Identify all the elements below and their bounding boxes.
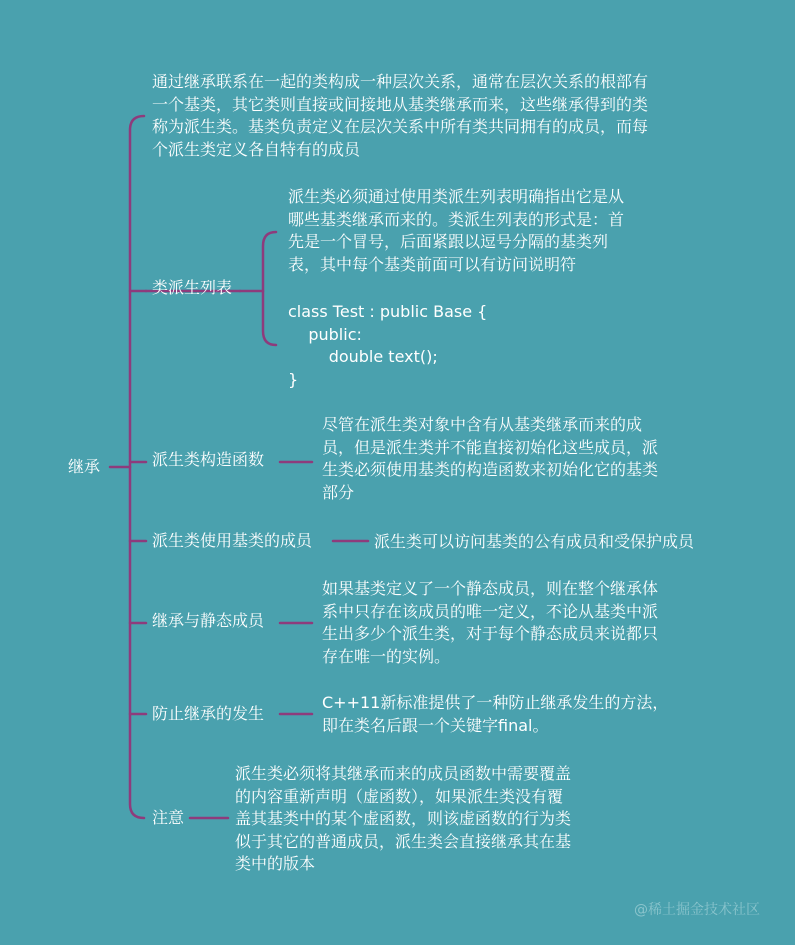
branch-6-note: 派生类必须将其继承而来的成员函数中需要覆盖 的内容重新声明（虚函数），如果派生类没有覆 盖其基类中的某个虚函数，则该虚函数的行为类 似于其它的普通成员，派生类会直接继承其在基 类中的版本 (235, 764, 572, 873)
branch-5-note: C++11新标准提供了一种防止继承发生的方法， 即在类名后跟一个关键字final。 (322, 693, 669, 735)
branch-1-label: 类派生列表 (152, 278, 233, 297)
watermark: @稀土掘金技术社区 (634, 902, 760, 918)
branch-3-label: 派生类使用基类的成员 (152, 531, 313, 550)
branch-1-code: class Test : public Base { public: double text(); } (288, 302, 488, 389)
node1-sub-bracket (263, 232, 276, 345)
branch-0-note: 通过继承联系在一起的类构成一种层次关系，通常在层次关系的根部有 一个基类，其它类则直接或间接地从基类继承而来，这些继承得到的类 称为派生类。基类负责定义在层次关系中所有类共同拥有的成员，而每 个派生类定义各自特有的成员 (152, 72, 649, 159)
branch-5-label: 防止继承的发生 (152, 704, 265, 723)
branch-6-label: 注意 (152, 808, 185, 827)
root-node: 继承 (68, 457, 101, 476)
branch-4-note: 如果基类定义了一个静态成员，则在整个继承体 系中只存在该成员的唯一定义，不论从基类中派 生出多少个派生类，对于每个静态成员来说都只 存在唯一的实例。 (322, 579, 659, 666)
branch-2-note: 尽管在派生类对象中含有从基类继承而来的成 员，但是派生类并不能直接初始化这些成员，派 生类必须使用基类的构造函数来初始化它的基类 部分 (322, 415, 659, 502)
branch-3-note: 派生类可以访问基类的公有成员和受保护成员 (374, 532, 695, 551)
branch-2-label: 派生类构造函数 (152, 450, 265, 469)
branch-1-note: 派生类必须通过使用类派生列表明确指出它是从 哪些基类继承而来的。类派生列表的形式是：首 先是一个冒号，后面紧跟以逗号分隔的基类列 表，其中每个基类前面可以有访问说明符 (288, 187, 625, 274)
main-bracket (130, 116, 144, 818)
branch-4-label: 继承与静态成员 (152, 611, 265, 630)
